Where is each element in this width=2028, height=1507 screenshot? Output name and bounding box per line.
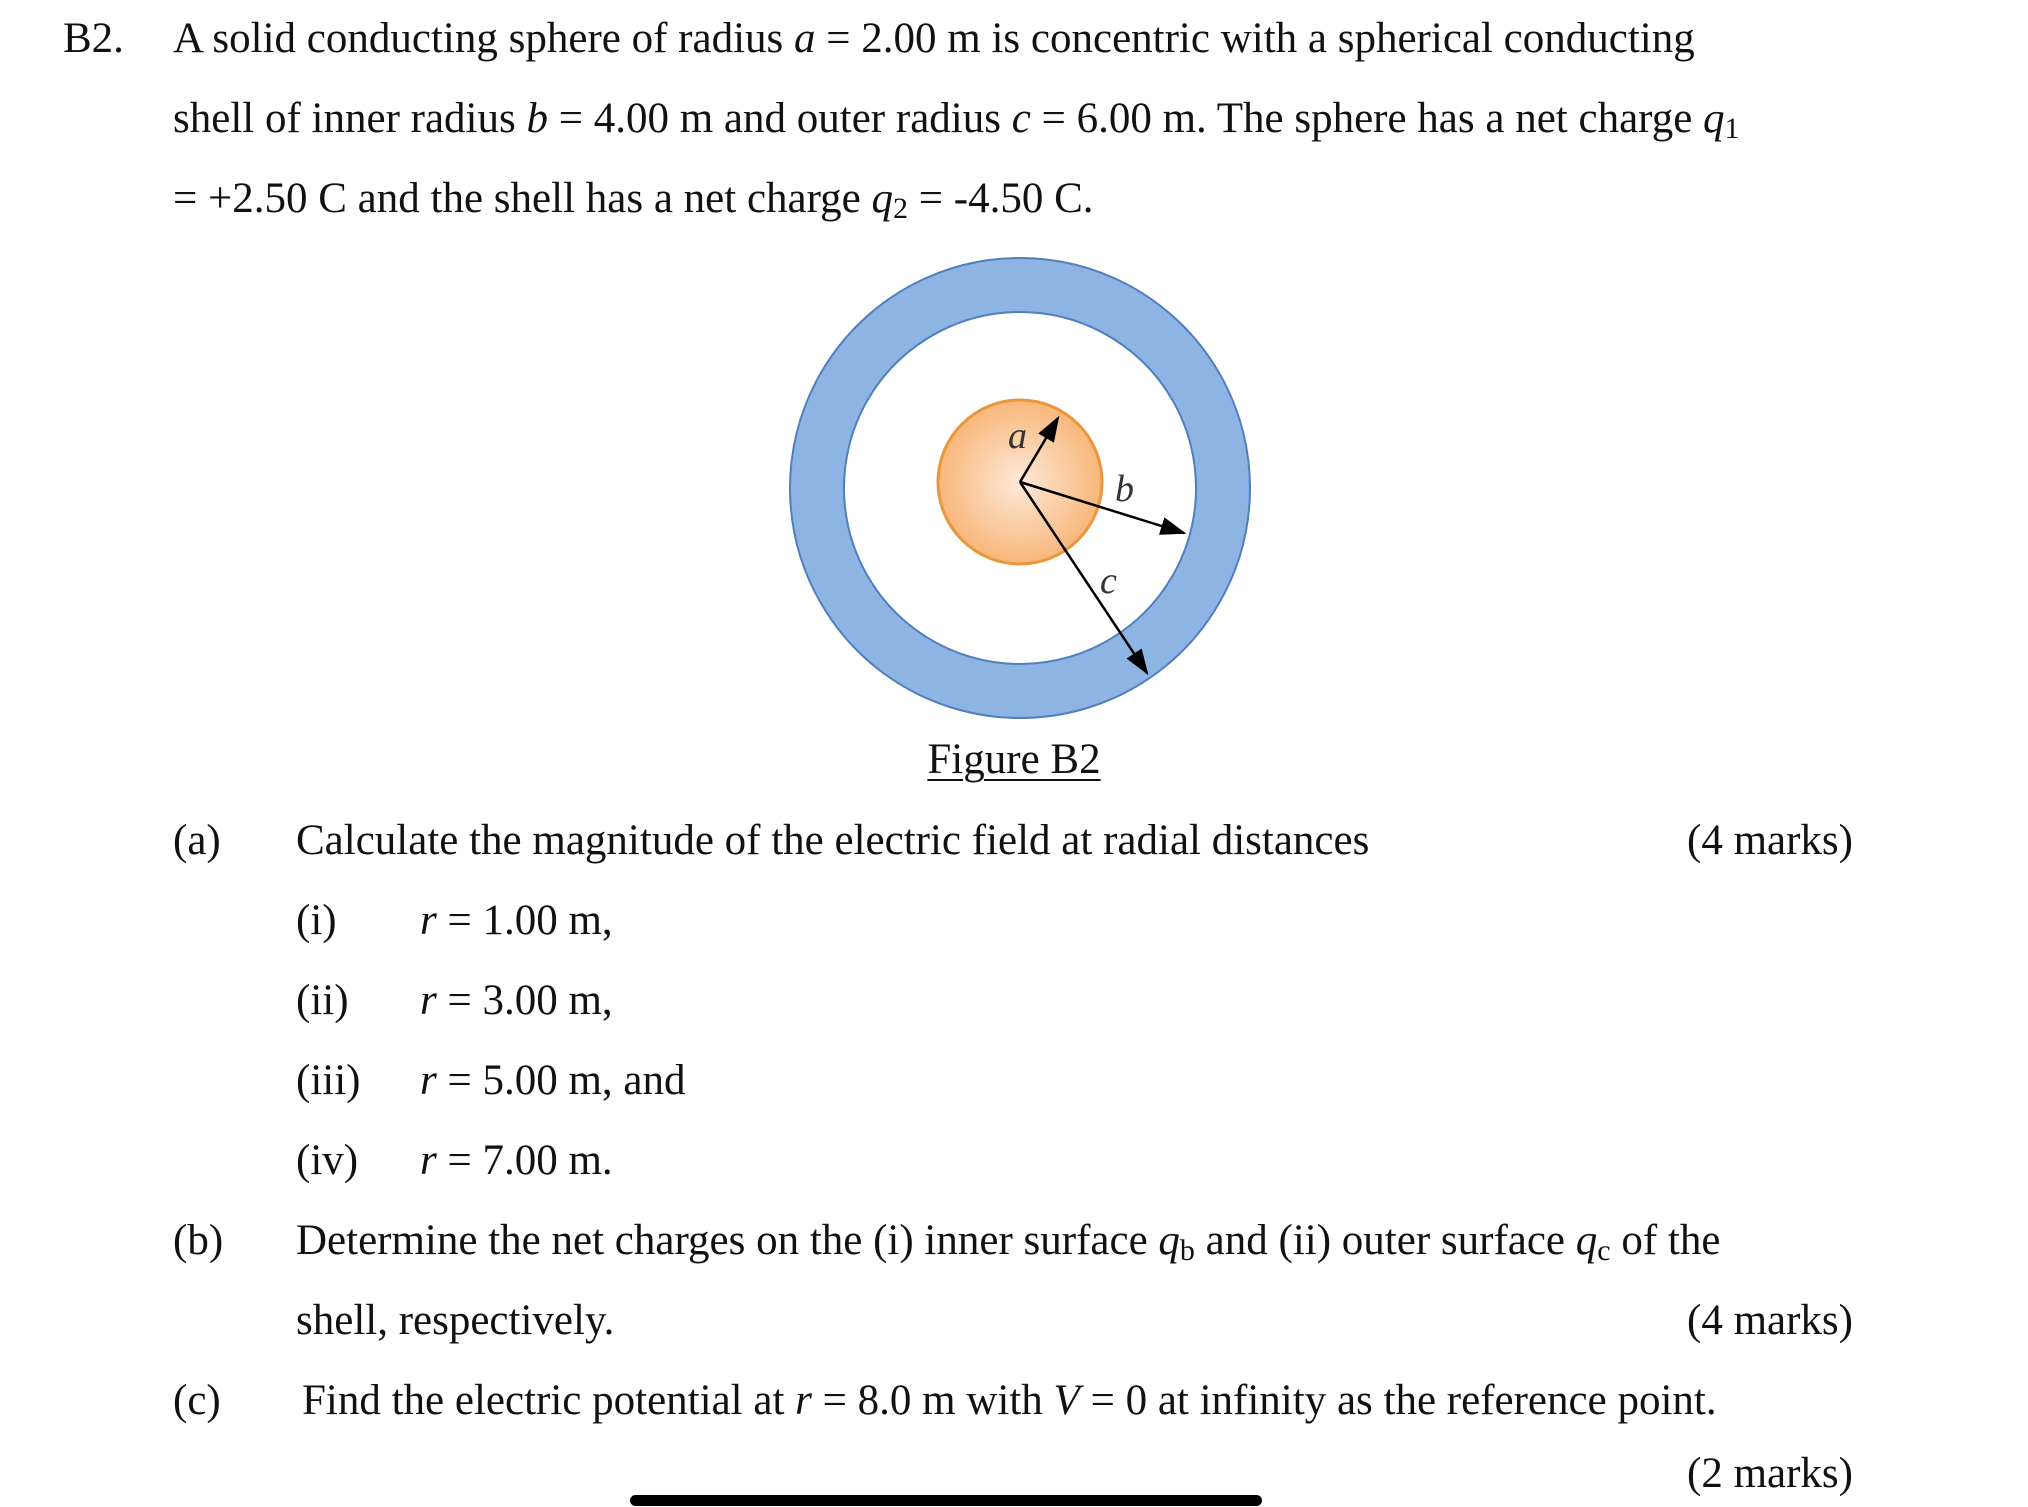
home-indicator-bar[interactable] <box>630 1495 1262 1506</box>
part-a-item-value <box>420 895 613 947</box>
part-b-text <box>296 1215 1720 1271</box>
item-value-text: = 3.00 m, <box>436 977 613 1024</box>
variable-c: c <box>1011 95 1031 142</box>
item-value-text: = 7.00 m. <box>436 1137 613 1184</box>
stem-text: shell of inner radius <box>173 95 527 142</box>
stem-text: A solid conducting sphere of radius <box>173 15 795 62</box>
part-c-text <box>302 1375 1717 1427</box>
stem-text: = 6.00 m. The sphere has a net charge <box>1030 95 1704 142</box>
part-c-label: (c) <box>173 1377 221 1424</box>
part-b-text-segment: Determine the net charges on the (i) inner surface <box>296 1217 1159 1264</box>
part-c-text-segment: Find the electric potential at <box>302 1377 796 1424</box>
stem-line-3 <box>173 173 1094 229</box>
subscript-b: b <box>1179 1234 1195 1267</box>
label-a: a <box>1008 415 1027 457</box>
stem-line-2 <box>173 93 1740 149</box>
subscript-2: 2 <box>893 192 908 225</box>
part-b-text-segment: of the <box>1610 1217 1721 1264</box>
part-a-item-value <box>420 1135 613 1187</box>
variable-v: V <box>1053 1377 1080 1424</box>
subscript-1: 1 <box>1724 112 1740 145</box>
stem-text: = 2.00 m is concentric with a spherical conducting <box>815 15 1695 62</box>
stem-text: = 4.00 m and outer radius <box>547 95 1012 142</box>
figure-caption: Figure B2 <box>927 736 1101 783</box>
part-a-item-label: (i) <box>296 897 337 944</box>
variable-r: r <box>420 977 437 1024</box>
part-a-item-label: (iv) <box>296 1137 359 1184</box>
variable-qc: q <box>1575 1217 1598 1264</box>
stem-text: = +2.50 C and the shell has a net charge <box>173 175 872 222</box>
variable-a: a <box>794 15 816 62</box>
part-a-label: (a) <box>173 817 221 864</box>
variable-r: r <box>420 1137 437 1184</box>
part-b-text-segment: and (ii) outer surface <box>1194 1217 1576 1264</box>
part-b-marks: (4 marks) <box>1687 1297 1853 1344</box>
part-c-text-segment: = 0 at infinity as the reference point. <box>1079 1377 1717 1424</box>
part-a-text: Calculate the magnitude of the electric field at radial distances <box>296 817 1370 864</box>
label-c: c <box>1100 560 1117 602</box>
part-a-item-label: (ii) <box>296 977 349 1024</box>
part-a-item-value <box>420 975 613 1027</box>
item-value-text: = 1.00 m, <box>436 897 613 944</box>
part-a-marks: (4 marks) <box>1687 817 1853 864</box>
item-value-text: = 5.00 m, and <box>436 1057 686 1104</box>
label-b: b <box>1115 468 1134 510</box>
variable-b: b <box>526 95 548 142</box>
part-b-text-line-2: shell, respectively. <box>296 1297 615 1344</box>
subscript-c: c <box>1597 1234 1611 1267</box>
question-number: B2. <box>63 15 124 62</box>
part-c-text-segment: = 8.0 m with <box>811 1377 1054 1424</box>
stem-line-1 <box>173 13 1695 65</box>
part-b-label: (b) <box>173 1217 224 1264</box>
variable-q1: q <box>1703 95 1725 142</box>
part-c-marks: (2 marks) <box>1687 1450 1853 1497</box>
variable-r: r <box>795 1377 812 1424</box>
variable-qb: q <box>1158 1217 1180 1264</box>
part-a-item-label: (iii) <box>296 1057 361 1104</box>
variable-r: r <box>420 897 437 944</box>
variable-r: r <box>420 1057 437 1104</box>
variable-q2: q <box>871 175 893 222</box>
stem-text: = -4.50 C. <box>908 175 1094 222</box>
figure-b2-diagram <box>780 248 1260 728</box>
part-a-item-value <box>420 1055 686 1107</box>
